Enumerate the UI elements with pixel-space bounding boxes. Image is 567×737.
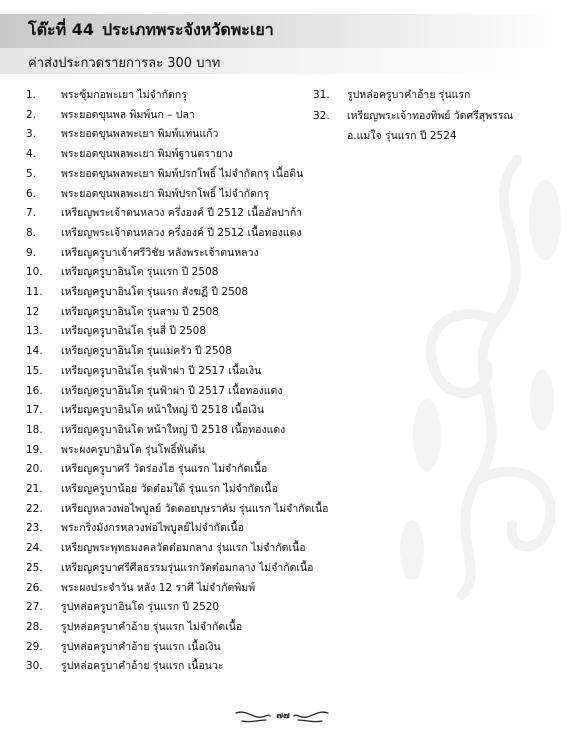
item-number: 20. xyxy=(26,463,43,476)
page-title xyxy=(28,18,274,43)
item-number: 14. xyxy=(26,345,43,358)
item-text: รูปหล่อครูบาคำอ้าย รุ่นแรก เนื้อนวะ xyxy=(61,660,224,673)
item-number: 26. xyxy=(26,581,43,594)
item-text: เหรียญครูบาศรี วัดร่องไฮ รุ่นแรก ไม่จำกัดเนื้อ xyxy=(61,463,268,476)
item-number: 6. xyxy=(26,187,37,200)
item-text: รูปหล่อครูบาคำอ้าย รุ่นแรก ไม่จำกัดเนื้อ xyxy=(61,620,243,633)
item-text: พระผงครูบาอินโต รุ่นโพธิ์พันต้น xyxy=(61,443,205,456)
item-number: 11. xyxy=(26,286,43,298)
item-text: เหรียญครูบาอินโต รุ่นแม่ครัว ปี 2508 xyxy=(61,345,232,358)
item-text: รูปหล่อครูบาอินโต รุ่นแรก ปี 2520 xyxy=(61,601,220,614)
item-text: เหรียญพระพุทธมงคลวัดต๋อมกลาง รุ่นแรก ไม่จำกัดเนื้อ xyxy=(61,542,306,555)
item-text: เหรียญครูบาอินโต หน้าใหญ่ ปี 2518 เนื้อทองแดง xyxy=(61,423,286,436)
item-text: เหรียญครูบาอินโต รุ่นฟ้าผ่า ปี 2517 เนื้อเงิน xyxy=(61,364,262,377)
item-number: 18. xyxy=(26,423,43,436)
item-text: พระผงประจำวัน หลัง 12 ราศี ไม่จำกัดพิมพ์ xyxy=(61,581,256,594)
item-number: 9. xyxy=(26,246,37,259)
item-number: 27. xyxy=(26,601,43,614)
item-number: 12 xyxy=(26,305,40,318)
item-text: พระยอดขุนพลพะเยา พิมพ์ฐานตรายาง xyxy=(61,148,233,161)
item-number: 8. xyxy=(26,226,37,239)
item-text: เหรียญพระเจ้าตนหลวง ครึ่งองค์ ปี 2512 เนื้ออัลปาก้า xyxy=(61,207,303,220)
item-number: 16. xyxy=(26,384,43,397)
item-number: 15. xyxy=(26,364,43,377)
item-text: พระยอดขุนพลพะเยา พิมพ์ปรกโพธิ์ ไม่จำกัดกรุ xyxy=(61,187,269,200)
entry-fee-note: ค่าส่งประกวดรายการละ 300 บาท xyxy=(28,56,221,71)
item-text: เหรียญครูบาอินโต รุ่นแรก สังฆฏี ปี 2508 xyxy=(61,286,249,298)
item-number: 17. xyxy=(26,404,43,417)
item-text: เหรียญครูบาเจ้าศรีวิชัย หลังพระเจ้าตนหลวง xyxy=(61,246,259,259)
item-text: รูปหล่อครูบาคำอ้าย รุ่นแรก เนื้อเงิน xyxy=(61,640,221,653)
category-title: ประเภทพระจังหวัดพะเยา xyxy=(101,20,274,39)
item-text: พระยอดขุนพลพะเยา พิมพ์ปรกโพธิ์ ไม่จำกัดกรุ เนื้อดิน xyxy=(61,167,304,180)
item-number: 30. xyxy=(26,660,43,673)
item-text: เหรียญพระเจ้าทองทิพย์ วัดศรีสุพรรณ xyxy=(347,109,514,122)
item-number: 25. xyxy=(26,561,43,574)
item-number: 24. xyxy=(26,542,43,555)
item-text: เหรียญครูบาอินโต รุ่นสาม ปี 2508 xyxy=(61,305,219,318)
item-text: พระกริ่งมังกรหลวงพ่อไพบูลย์ไม่จำกัดเนื้อ xyxy=(61,522,244,535)
item-number: 7. xyxy=(26,207,37,220)
item-text: เหรียญครูบาอินโต รุ่นสี่ ปี 2508 xyxy=(61,325,207,338)
item-text: เหรียญพระเจ้าตนหลวง ครึ่งองค์ ปี 2512 เนื้อทองแดง xyxy=(61,226,302,239)
item-number: 13. xyxy=(26,325,43,338)
item-text: พระยอดขุนพล พิมพ์นก – ปลา xyxy=(61,108,195,121)
item-number: 3. xyxy=(26,128,37,141)
item-text: พระยอดขุนพลพะเยา พิมพ์แท่นแก้ว xyxy=(61,128,219,141)
item-number: 2. xyxy=(26,108,37,121)
page-header xyxy=(0,0,567,84)
item-number: 21. xyxy=(26,483,43,495)
item-text: เหรียญครูบาอินโต หน้าใหญ่ ปี 2518 เนื้อเงิน xyxy=(61,404,265,417)
item-number: 32. xyxy=(313,109,330,122)
item-number: 4. xyxy=(26,148,37,161)
item-number: 1. xyxy=(26,89,37,101)
item-number: 23. xyxy=(26,522,43,535)
item-number: 31. xyxy=(313,89,330,101)
item-text: รูปหล่อครูบาคำอ้าย รุ่นแรก xyxy=(347,89,471,101)
floral-watermark-icon xyxy=(367,150,567,600)
item-text: เหรียญครูบาศรีศีลธรรมรุ่นแรกวัดต๋อมกลาง ไม่จำกัดเนื้อ xyxy=(61,561,314,574)
item-number: 19. xyxy=(26,443,43,456)
item-number: 28. xyxy=(26,620,43,633)
item-text: เหรียญครูบาอินโต รุ่นแรก ปี 2508 xyxy=(61,266,219,279)
item-number: 5. xyxy=(26,167,37,180)
page-number: ๗๗ xyxy=(276,711,290,721)
item-text: อ.แม่ใจ รุ่นแรก ปี 2524 xyxy=(347,130,457,142)
item-text: พระซุ้มกอพะเยา ไม่จำกัดกรุ xyxy=(61,89,187,101)
item-number: 22. xyxy=(26,502,43,515)
table-number: โต๊ะที่ 44 xyxy=(28,20,94,39)
item-text: เหรียญครูบาอินโต รุ่นฟ้าผ่า ปี 2517 เนื้อทองแดง xyxy=(61,384,283,397)
item-number: 29. xyxy=(26,640,43,653)
item-text: เหรียญหลวงพ่อไพบูลย์ วัดดอยบุษราคัม รุ่นแรก ไม่จำกัดเนื้อ xyxy=(61,502,329,515)
item-number: 10. xyxy=(26,266,43,279)
item-text: เหรียญครูบาน้อย วัดต๋อมใต้ รุ่นแรก ไม่จำกัดเนื้อ xyxy=(61,483,278,495)
